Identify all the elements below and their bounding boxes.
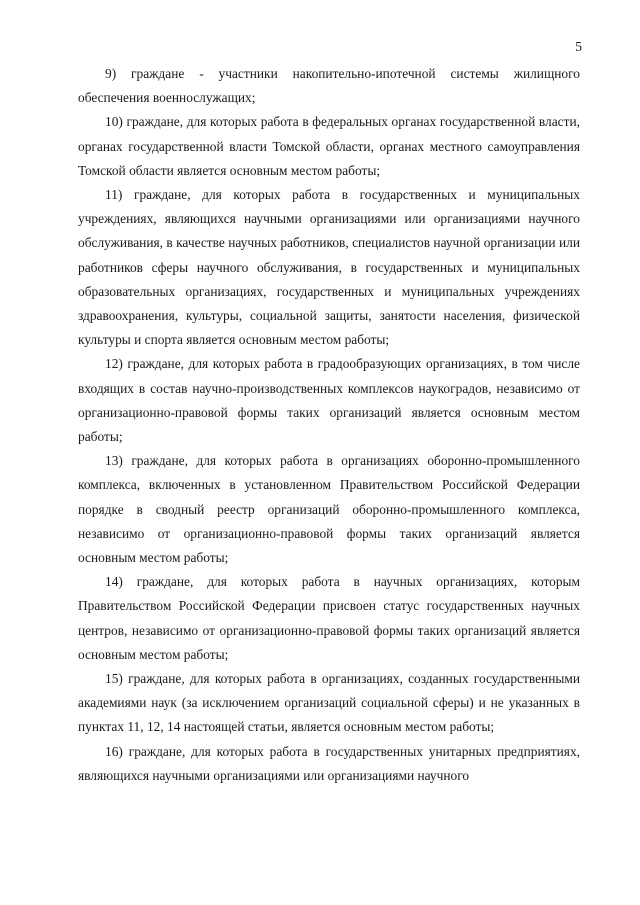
paragraph-item-14: 14) граждане, для которых работа в научных организациях, которым Правительством Российской Федерации присвоен статус государственных научных центров, независимо от организационно-правовой формы таких организаций является основным местом работы; [78, 574, 580, 662]
paragraph-item-11: 11) граждане, для которых работа в государственных и муниципальных учреждениях, являющихся научными организациями или организациями научного обслуживания, в качестве научных работников, специалистов научной организации или работников сферы научного обслуживания, в государственных и муниципальных образовательных организациях, государственных и муниципальных учреждениях здравоохранения, культуры, социальной защиты, занятости населения, физической культуры и спорта является основным местом работы; [78, 187, 580, 348]
paragraph-item-9: 9) граждане - участники накопительно-ипотечной системы жилищного обеспечения военнослужащих; [78, 66, 580, 106]
paragraph-item-12: 12) граждане, для которых работа в градообразующих организациях, в том числе входящих в состав научно-производственных комплексов наукоградов, независимо от организационно-правовой формы таких организаций является основным местом работы; [78, 356, 580, 445]
paragraph-item-10: 10) граждане, для которых работа в федеральных органах государственной власти, органах государственной власти Томской области, органах местного самоуправления Томской области является основным местом работы; [78, 114, 580, 178]
paragraph-item-13: 13) граждане, для которых работа в организациях оборонно-промышленного комплекса, включенных в установленном Правительством Российской Федерации порядке в сводный реестр организаций оборонно-промышленного комплекса, независимо от организационно-правовой формы таких организаций является основным местом работы; [78, 453, 580, 566]
page-number: 5 [575, 39, 582, 54]
paragraph-item-16: 16) граждане, для которых работа в государственных унитарных предприятиях, являющихся научными организациями или организациями научного [78, 743, 580, 783]
paragraph-item-15: 15) граждане, для которых работа в организациях, созданных государственными академиями наук (за исключением организаций социальной сферы) и не указанных в пунктах 11, 12, 14 настоящей статьи, является основным местом работы; [78, 671, 580, 735]
document-body [78, 62, 580, 788]
